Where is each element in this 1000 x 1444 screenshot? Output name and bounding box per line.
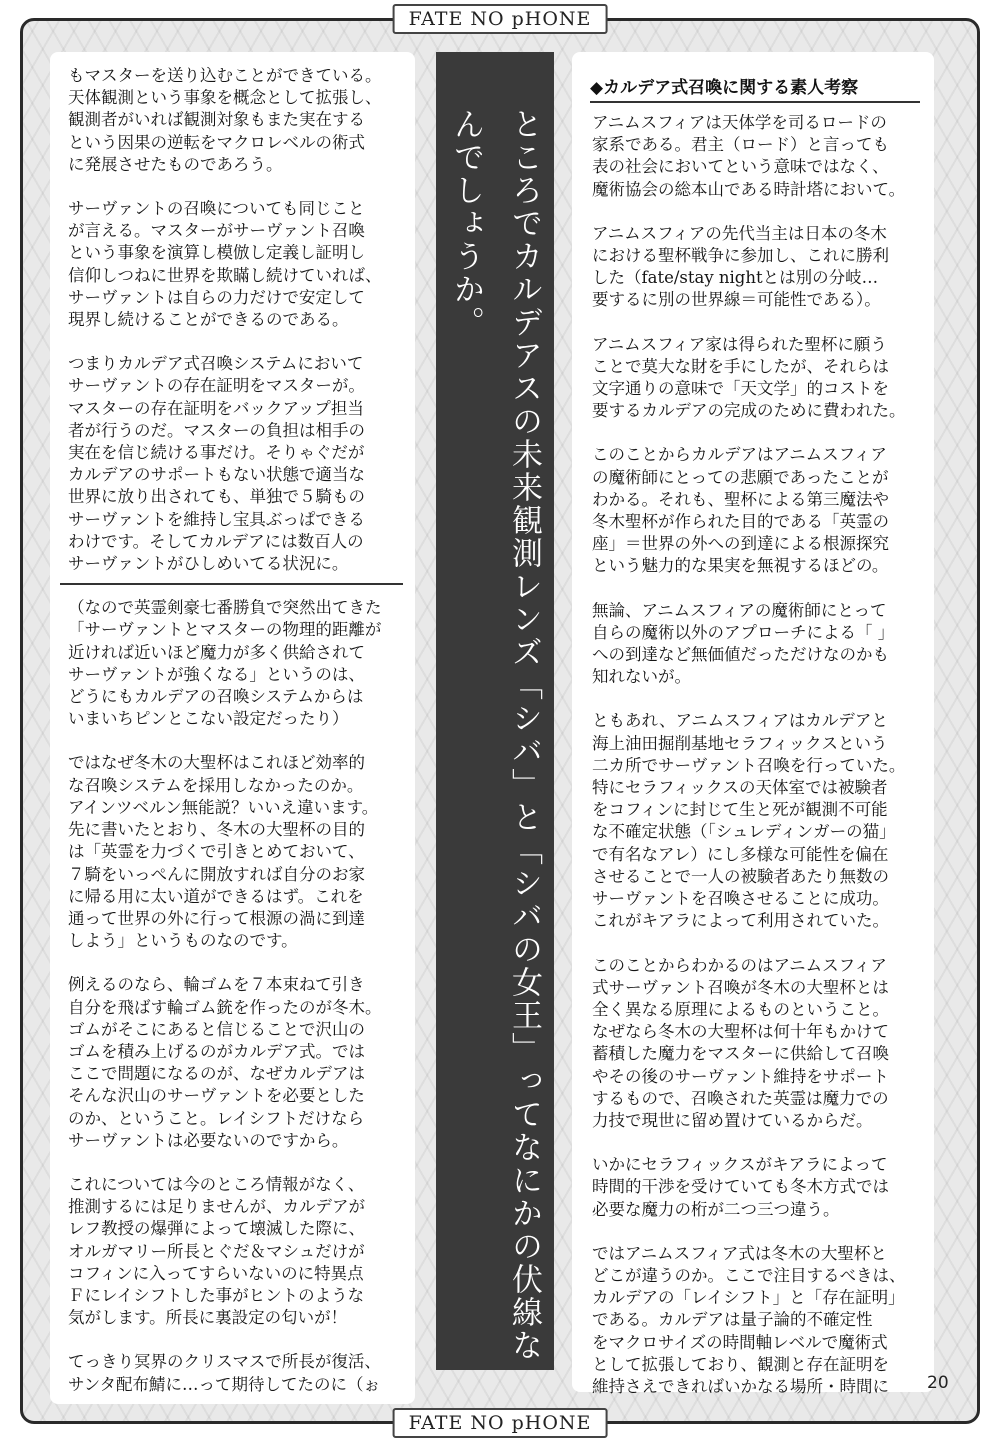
- left-paragraph-1: もマスターを送り込むことができている。 天体観測という事象を概念として拡張し、 観測者がいれば観測対象もまた実在する という因果の逆転をマクロレベルの術式 に発展させたものであろう。: [68, 66, 382, 174]
- right-paragraph-6: ともあれ、アニムスフィアはカルデアと 海上油田掘削基地セラフィックスという 二カ所でサーヴァント召喚を行っていた。 特にセラフィックスの天体室では被験者 をコフィンに封じて生と死が観測不可能 な不確定状態（「シュレディンガーの猫」 で有名なアレ）にし多様な可能性を偏在 させることで一人の被験者あたり無数の サーヴァントを召喚させることに成功。 これがキアラによって利用されていた。: [592, 711, 906, 931]
- right-paragraph-5: 無論、アニムスフィアの魔術師にとって 自らの魔術以外のアプローチによる「 」 への到達など無価値だっただけなのかも 知れないが。: [592, 600, 895, 687]
- left-paragraph-3: つまりカルデア式召喚システムにおいて サーヴァントの存在証明をマスターが。 マスターの存在証明をバックアップ担当 者が行うのだ。マスターの負担は相手の 実在を信じ続ける事だけ。そりゃぐだが カルデアのサポートもない状態で適当な 世界に放り出されても、単独で５騎もの サーヴァントを維持し宝具ぶっぱできる わけです。そしてカルデアには数百人の サーヴァントがひしめいてる状況に。: [68, 354, 365, 574]
- footer-logo: FATE NO pHONE: [393, 1408, 608, 1438]
- section-heading: ◆カルデア式召喚に関する素人考察: [590, 73, 920, 103]
- left-paragraph-4: （なので英霊剣豪七番勝負で突然出てきた 「サーヴァントとマスターの物理的距離が 近ければ近いほど魔力が多く供給されて サーヴァントが強くなる」というのは、 どうにもカルデアの召喚システムからは いまいちピンとこない設定だったり）: [68, 598, 382, 729]
- left-paragraph-7: これについては今のところ情報がなく、 推測するには足りませんが、カルデアが レフ教授の爆弾によって壊滅した際に、 オルガマリー所長とぐだ＆マシュだけが コフィンに入ってすらいないのに特異点 Ｆにレイシフトした事がヒントのような 気がします。所長に裏設定の匂いが！: [68, 1174, 365, 1328]
- right-column-text: [572, 52, 934, 1398]
- right-paragraph-7: このことからわかるのはアニムスフィア 式サーヴァント召喚が冬木の大聖杯とは 全く異なる原理によるものということ。 なぜなら冬木の大聖杯は何十年もかけて 蓄積した魔力をマスターに供給して召喚 やその後のサーヴァント維持をサポート するもので、召喚された英霊は魔力での 力技で現世に留め置けているからだ。: [592, 955, 889, 1130]
- right-paragraph-1: アニムスフィアは天体学を司るロードの 家系である。君主（ロード）と言っても 表の社会においてという意味ではなく、 魔術協会の総本山である時計塔において。: [592, 113, 906, 199]
- right-paragraph-9: ではアニムスフィア式は冬木の大聖杯と どこが違うのか。ここで注目するべきは、 カルデアの「レイシフト」と「存在証明」 である。カルデアは量子論的不確定性 をマクロサイズの時間軸レベルで魔術式 として拡張しており、観測と存在証明を 維持さえできればいかなる場所・時間に: [592, 1243, 906, 1396]
- left-paragraph-6: 例えるのなら、輪ゴムを７本束ねて引き 自分を飛ばす輪ゴム銃を作ったのが冬木。 ゴムがそこにあると信じることで沢山の ゴムを積み上げるのがカルデア式。では ここで問題になるのが、なぜカルデアは そんな沢山のサーヴァントを必要とした のか、ということ。レイシフトだけなら サーヴァントは必要ないのですから。: [68, 975, 382, 1150]
- page-number: 20: [927, 1373, 949, 1393]
- left-column: [50, 52, 415, 1404]
- left-paragraph-8: てっきり冥界のクリスマスで所長が復活、 サンタ配布鯖に…って期待してたのに（ぉ: [68, 1352, 381, 1394]
- vertical-banner-text: ところでカルデアスの未来観測レンズ「シバ」と「シバの女王」ってなにかの伏線なんでしょうか。: [448, 108, 542, 1362]
- header-logo: FATE NO pHONE: [393, 4, 608, 34]
- right-paragraph-8: いかにセラフィックスがキアラによって 時間的干渉を受けていても冬木方式では 必要な魔力の桁が二つ三つ違う。: [592, 1155, 889, 1219]
- right-paragraph-4: このことからカルデアはアニムスフィア の魔術師にとっての悲願であったことが わかる。それも、聖杯による第三魔法や 冬木聖杯が作られた目的である「英霊の 座」＝世界の外への到達による根源探究 という魅力的な果実を無視するほどの。: [592, 445, 889, 576]
- section-divider: [60, 583, 403, 585]
- vertical-banner: [436, 52, 554, 1370]
- right-column: [572, 52, 934, 1396]
- right-paragraph-3: アニムスフィア家は得られた聖杯に願う ことで莫大な財を手にしたが、それらは 文字通りの意味で「天文学」的コストを 要するカルデアの完成のために費われた。: [592, 334, 906, 421]
- right-paragraph-2: アニムスフィアの先代当主は日本の冬木 における聖杯戦争に参加し、これに勝利 した（fate/stay nightとは別の分岐… 要するに別の世界線＝可能性である）。: [592, 223, 889, 310]
- left-paragraph-5: ではなぜ冬木の大聖杯はこれほど効率的 な召喚システムを採用しなかったのか。 アインツベルン無能説？いいえ違います。 先に書いたとおり、冬木の大聖杯の目的 は「英霊を力づくで引きとめておいて、 ７騎をいっぺんに開放すれば自分のお家 に帰る用に太い道ができるはず。これを 通って世界の外に行って根源の渦に到達 しよう」というものなのです。: [68, 753, 379, 951]
- left-column-text: [50, 52, 415, 1396]
- left-paragraph-2: サーヴァントの召喚についても同じこと が言える。マスターがサーヴァント召喚 という事象を演算し模倣し定義し証明し 信仰しつねに世界を欺瞞し続けていれば、 サーヴァントは自らの力だけで安定して 現界し続けることができるのである。: [68, 199, 382, 330]
